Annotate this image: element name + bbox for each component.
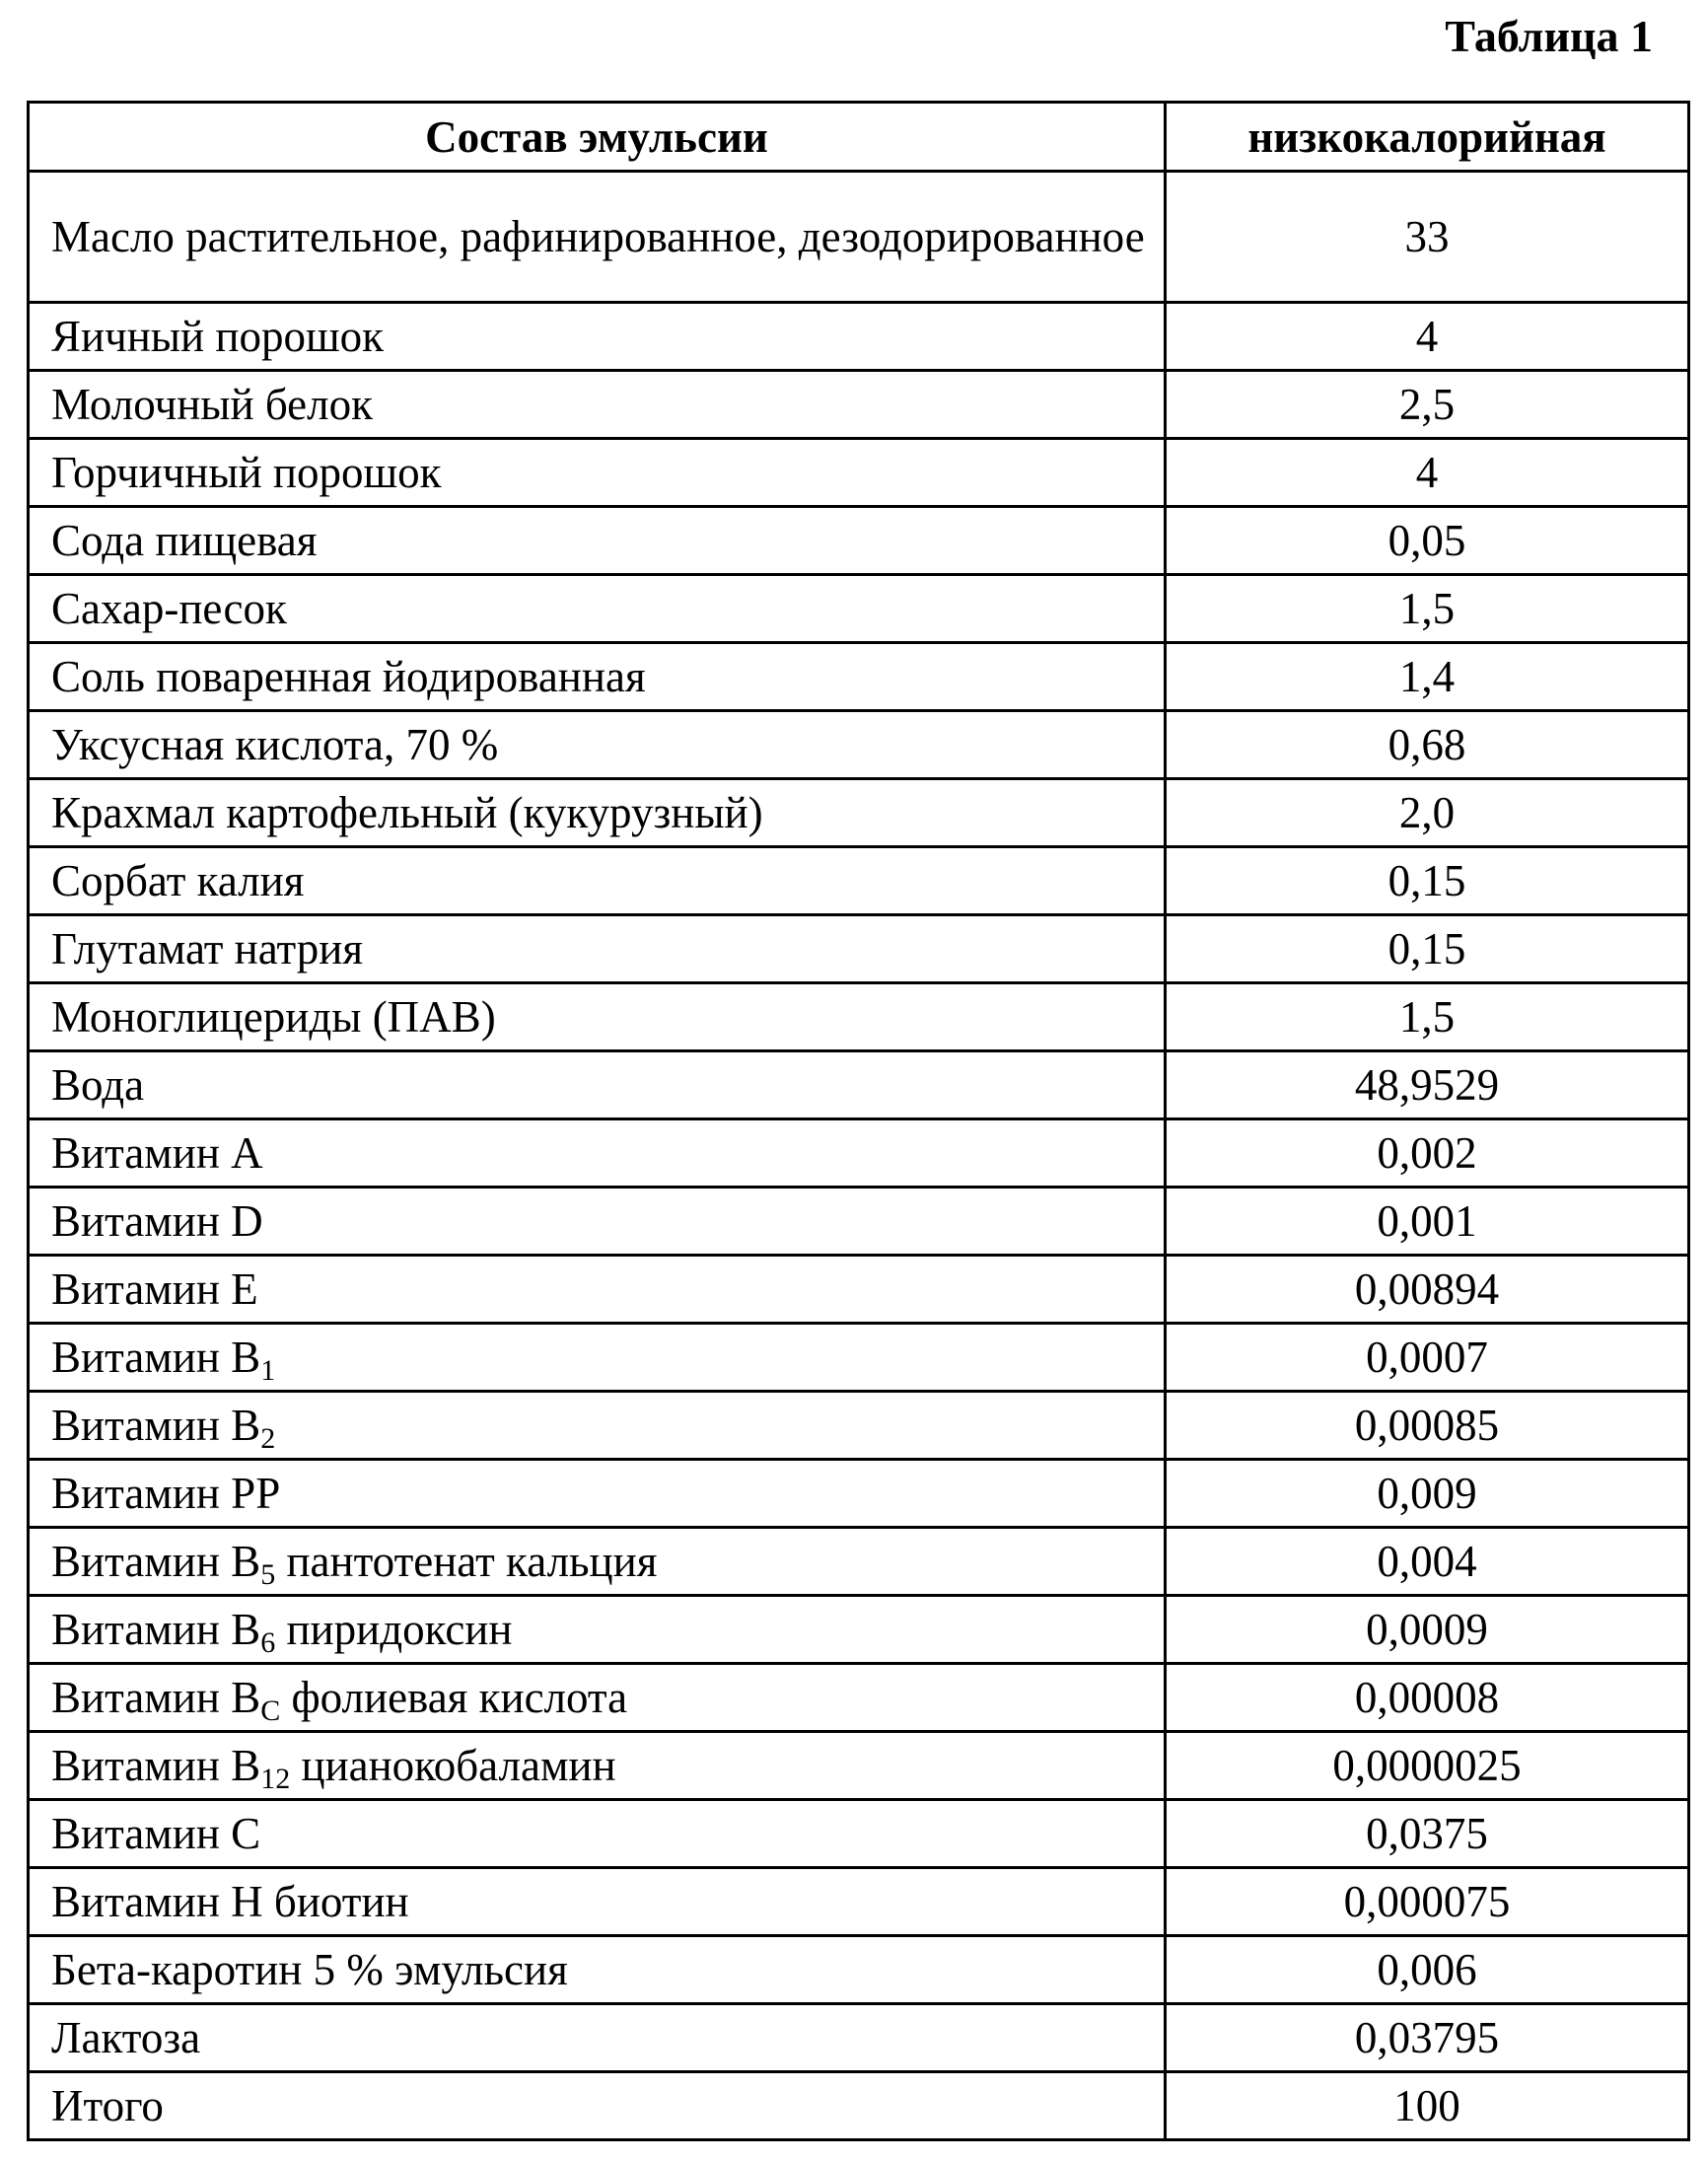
ingredient-value: 0,00894 [1166, 1256, 1689, 1324]
ingredient-subscript: 6 [260, 1626, 275, 1659]
ingredient-name [29, 1324, 1166, 1392]
ingredient-label: Масло растительное, рафинированное, дезодорированное [51, 212, 1145, 261]
ingredient-value: 0,0007 [1166, 1324, 1689, 1392]
table-row [29, 172, 1689, 303]
ingredient-name [29, 1528, 1166, 1596]
ingredient-name [29, 1732, 1166, 1800]
ingredient-value: 0,001 [1166, 1188, 1689, 1256]
ingredient-label: Лактоза [51, 2013, 200, 2062]
ingredient-label: Глутамат натрия [51, 924, 363, 973]
ingredient-value: 0,0000025 [1166, 1732, 1689, 1800]
ingredient-value: 33 [1166, 172, 1689, 303]
ingredient-label-suffix: фолиевая кислота [280, 1673, 627, 1722]
ingredient-value: 0,0009 [1166, 1596, 1689, 1664]
table-row [29, 1596, 1689, 1664]
table-row [29, 711, 1689, 779]
table-row [29, 439, 1689, 507]
ingredient-value: 4 [1166, 303, 1689, 371]
ingredient-name [29, 1392, 1166, 1460]
ingredient-value: 0,15 [1166, 847, 1689, 915]
ingredient-value: 2,5 [1166, 371, 1689, 439]
ingredient-label-suffix: пантотенат кальция [275, 1537, 657, 1586]
ingredient-value: 0,05 [1166, 507, 1689, 575]
ingredient-subscript: 12 [260, 1763, 290, 1795]
table-row [29, 507, 1689, 575]
table-row [29, 1868, 1689, 1936]
ingredient-name [29, 2004, 1166, 2072]
ingredient-value: 48,9529 [1166, 1051, 1689, 1119]
ingredient-name [29, 575, 1166, 643]
ingredient-subscript: 5 [260, 1558, 275, 1591]
ingredient-value: 0,006 [1166, 1936, 1689, 2004]
ingredient-label: Горчичный порошок [51, 448, 442, 497]
ingredient-label: Витамин E [51, 1264, 258, 1314]
table-row [29, 1664, 1689, 1732]
table-row [29, 1460, 1689, 1528]
ingredient-name [29, 1460, 1166, 1528]
ingredient-label: Итого [51, 2081, 164, 2130]
ingredient-label: Витамин D [51, 1196, 263, 1246]
ingredient-label: Витамин C [51, 1809, 260, 1858]
ingredient-label-suffix: цианокобаламин [290, 1741, 615, 1790]
table-row [29, 1936, 1689, 2004]
ingredient-label: Бета-каротин 5 % эмульсия [51, 1945, 568, 1994]
header-composition: Состав эмульсии [29, 103, 1166, 172]
ingredient-label: Соль поваренная йодированная [51, 652, 646, 701]
header-low-calorie: низкокалорийная [1166, 103, 1689, 172]
ingredient-value: 0,15 [1166, 915, 1689, 983]
table-row [29, 2072, 1689, 2140]
ingredient-value: 1,5 [1166, 575, 1689, 643]
ingredient-label: Витамин B [51, 1333, 260, 1382]
ingredient-label: Уксусная кислота, 70 % [51, 720, 498, 769]
ingredient-label: Витамин B [51, 1673, 260, 1722]
table-header-row [29, 103, 1689, 172]
ingredient-name [29, 507, 1166, 575]
table-row [29, 1256, 1689, 1324]
ingredient-value: 1,5 [1166, 983, 1689, 1051]
table-row [29, 1800, 1689, 1868]
ingredient-label: Яичный порошок [51, 312, 384, 361]
composition-table [27, 101, 1690, 2141]
ingredient-label: Витамин PP [51, 1469, 280, 1518]
ingredient-label: Витамин B [51, 1741, 260, 1790]
table-row [29, 779, 1689, 847]
ingredient-label: Витамин B [51, 1537, 260, 1586]
ingredient-value: 0,004 [1166, 1528, 1689, 1596]
table-row [29, 575, 1689, 643]
table-row [29, 1119, 1689, 1188]
ingredient-name [29, 983, 1166, 1051]
ingredient-value: 1,4 [1166, 643, 1689, 711]
ingredient-label: Витамин H биотин [51, 1877, 409, 1926]
ingredient-label: Молочный белок [51, 380, 373, 429]
ingredient-value: 100 [1166, 2072, 1689, 2140]
table-row [29, 2004, 1689, 2072]
table-row [29, 643, 1689, 711]
ingredient-name [29, 1664, 1166, 1732]
ingredient-value: 0,0375 [1166, 1800, 1689, 1868]
ingredient-name [29, 2072, 1166, 2140]
ingredient-name [29, 371, 1166, 439]
ingredient-label: Сорбат калия [51, 856, 304, 905]
ingredient-value: 0,03795 [1166, 2004, 1689, 2072]
table-row [29, 847, 1689, 915]
ingredient-label: Крахмал картофельный (кукурузный) [51, 788, 763, 837]
ingredient-subscript: 1 [260, 1354, 275, 1387]
ingredient-name [29, 915, 1166, 983]
ingredient-name [29, 303, 1166, 371]
ingredient-name [29, 643, 1166, 711]
ingredient-label: Витамин A [51, 1128, 263, 1178]
ingredient-value: 0,68 [1166, 711, 1689, 779]
table-row [29, 1188, 1689, 1256]
ingredient-name [29, 1051, 1166, 1119]
table-row [29, 1392, 1689, 1460]
ingredient-name [29, 1596, 1166, 1664]
ingredient-value: 0,00008 [1166, 1664, 1689, 1732]
ingredient-name [29, 1936, 1166, 2004]
ingredient-name [29, 847, 1166, 915]
ingredient-subscript: 2 [260, 1422, 275, 1455]
table-row [29, 915, 1689, 983]
ingredient-value: 0,00085 [1166, 1392, 1689, 1460]
ingredient-name [29, 1256, 1166, 1324]
ingredient-name [29, 779, 1166, 847]
table-row [29, 983, 1689, 1051]
ingredient-name [29, 1188, 1166, 1256]
ingredient-label: Моноглицериды (ПАВ) [51, 992, 496, 1042]
ingredient-name [29, 711, 1166, 779]
ingredient-label: Вода [51, 1060, 144, 1110]
ingredient-value: 0,002 [1166, 1119, 1689, 1188]
table-row [29, 1732, 1689, 1800]
table-title: Таблица 1 [1445, 10, 1653, 62]
ingredient-subscript: C [260, 1694, 280, 1727]
ingredient-value: 0,000075 [1166, 1868, 1689, 1936]
ingredient-name [29, 1868, 1166, 1936]
table-row [29, 371, 1689, 439]
ingredient-name [29, 439, 1166, 507]
ingredient-value: 0,009 [1166, 1460, 1689, 1528]
table-row [29, 303, 1689, 371]
table-row [29, 1051, 1689, 1119]
ingredient-label: Сода пищевая [51, 516, 317, 565]
ingredient-value: 4 [1166, 439, 1689, 507]
ingredient-name [29, 172, 1166, 303]
ingredient-label: Витамин B [51, 1605, 260, 1654]
ingredient-name [29, 1119, 1166, 1188]
table-row [29, 1528, 1689, 1596]
ingredient-label: Витамин B [51, 1401, 260, 1450]
ingredient-label-suffix: пиридоксин [275, 1605, 512, 1654]
table-row [29, 1324, 1689, 1392]
ingredient-value: 2,0 [1166, 779, 1689, 847]
ingredient-label: Сахар-песок [51, 584, 287, 633]
ingredient-name [29, 1800, 1166, 1868]
